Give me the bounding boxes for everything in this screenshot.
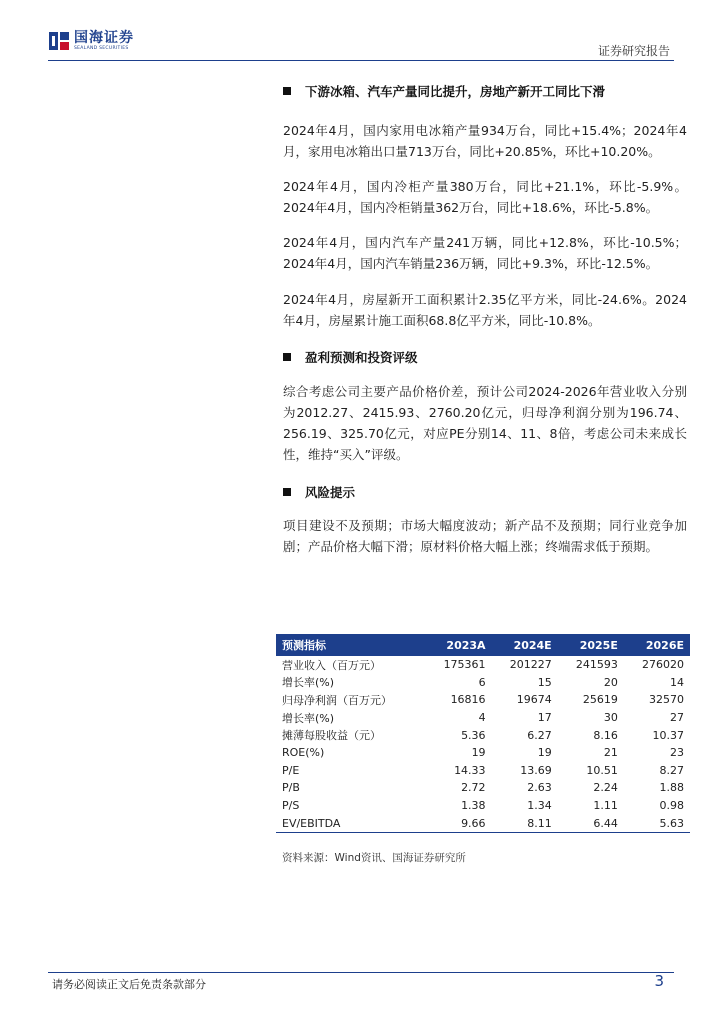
table-row bbox=[276, 691, 690, 709]
table-cell: 25619 bbox=[582, 693, 618, 707]
table-cell: 20 bbox=[603, 675, 618, 689]
table-cell: 19 bbox=[537, 746, 552, 760]
table-cell: 增长率(%) bbox=[282, 676, 335, 690]
bullet-square-icon bbox=[283, 87, 291, 95]
table-cell: 201227 bbox=[509, 658, 552, 672]
table-cell: 23 bbox=[670, 746, 684, 760]
table-header-cell: 2025E bbox=[558, 634, 624, 656]
table-cell: 9.66 bbox=[425, 814, 491, 832]
table-cell: P/E bbox=[282, 763, 300, 777]
table-row bbox=[276, 674, 690, 692]
section-title-risk bbox=[283, 483, 355, 501]
table-cell: 5.36 bbox=[461, 728, 486, 742]
page-number: 3 bbox=[654, 972, 664, 990]
table-cell: 15 bbox=[537, 675, 552, 689]
table-cell: 13.69 bbox=[520, 763, 552, 777]
table-cell: 增长率(%) bbox=[282, 711, 335, 725]
logo-icon bbox=[48, 30, 70, 52]
table-header-row bbox=[276, 634, 690, 656]
footer-disclaimer: 请务必阅读正文后免责条款部分 bbox=[52, 978, 206, 991]
section-title-text: 风险提示 bbox=[305, 485, 356, 500]
table-cell: 2.63 bbox=[527, 781, 552, 795]
table-cell: ROE(%) bbox=[282, 746, 325, 760]
table-header-cell: 预测指标 bbox=[276, 634, 425, 656]
table-cell: 19 bbox=[471, 746, 486, 760]
table-cell: 14 bbox=[670, 675, 684, 689]
table-cell: EV/EBITDA bbox=[276, 814, 425, 832]
table-cell: 4 bbox=[478, 711, 486, 725]
paragraph-auto: 2024年4月，国内汽车产量241万辆，同比+12.8%，环比-10.5%；2024年4月，国内汽车销量236万辆，同比+9.3%，环比-12.5%。 bbox=[283, 235, 687, 271]
paragraph-refrigerator: 2024年4月，国内家用电冰箱产量934万台，同比+15.4%；2024年4月，家用电冰箱出口量713万台，同比+20.85%，环比+10.20%。 bbox=[283, 123, 687, 159]
table-cell: 10.37 bbox=[652, 728, 684, 742]
table-cell: 175361 bbox=[443, 658, 486, 672]
section-title-forecast bbox=[283, 348, 418, 366]
table-cell: 1.88 bbox=[659, 781, 684, 795]
section-title-downstream bbox=[283, 82, 605, 100]
table-cell: 241593 bbox=[575, 658, 618, 672]
forecast-table bbox=[276, 634, 690, 833]
table-cell: 0.98 bbox=[659, 799, 684, 813]
table-cell: 10.51 bbox=[586, 763, 618, 777]
paragraph-risk: 项目建设不及预期；市场大幅度波动；新产品不及预期；同行业竞争加剧；产品价格大幅下滑；原材料价格大幅上涨；终端需求低于预期。 bbox=[283, 518, 687, 554]
table-source-note: 资料来源：Wind资讯、国海证券研究所 bbox=[282, 852, 466, 864]
table-row bbox=[276, 779, 690, 797]
table-cell: 17 bbox=[537, 711, 552, 725]
table-cell: 32570 bbox=[649, 693, 684, 707]
table-cell: 16816 bbox=[450, 693, 486, 707]
table-row bbox=[276, 814, 690, 832]
paragraph-freezer: 2024年4月，国内冷柜产量380万台，同比+21.1%，环比-5.9%。2024年4月，国内冷柜销量362万台，同比+18.6%，环比-5.8%。 bbox=[283, 179, 687, 215]
table-cell: 21 bbox=[603, 746, 618, 760]
bullet-square-icon bbox=[283, 488, 291, 496]
logo-name-cn: 国海证券 bbox=[74, 29, 134, 46]
table-cell: 2.72 bbox=[461, 781, 486, 795]
table-cell: 6.44 bbox=[558, 814, 624, 832]
bullet-square-icon bbox=[283, 353, 291, 361]
table-row bbox=[276, 797, 690, 815]
table-row bbox=[276, 656, 690, 674]
table-cell: 8.11 bbox=[492, 814, 558, 832]
logo-name-en: SEALAND SECURITIES bbox=[74, 45, 129, 51]
table-cell: 8.16 bbox=[593, 728, 618, 742]
table-cell: 6 bbox=[478, 675, 486, 689]
table-cell: P/B bbox=[282, 781, 300, 795]
table-header-cell: 2023A bbox=[425, 634, 491, 656]
table-cell: 1.38 bbox=[461, 799, 486, 813]
section-title-text: 下游冰箱、汽车产量同比提升，房地产新开工同比下滑 bbox=[305, 84, 606, 99]
table-row bbox=[276, 709, 690, 727]
table-cell: 1.34 bbox=[527, 799, 552, 813]
table-cell: 14.33 bbox=[454, 763, 486, 777]
table-cell: 1.11 bbox=[593, 799, 618, 813]
table-cell: 30 bbox=[603, 711, 618, 725]
footer-divider bbox=[48, 972, 674, 973]
table-header-cell: 2026E bbox=[624, 634, 690, 656]
table-row bbox=[276, 762, 690, 780]
table-cell: 5.63 bbox=[624, 814, 690, 832]
header-divider bbox=[48, 60, 674, 61]
table-cell: 6.27 bbox=[527, 728, 552, 742]
table-cell: 营业收入（百万元） bbox=[282, 658, 381, 672]
page-header bbox=[48, 28, 672, 62]
company-logo bbox=[48, 30, 134, 52]
table-cell: 19674 bbox=[516, 693, 552, 707]
table-cell: 27 bbox=[670, 711, 684, 725]
table-cell: 摊薄每股收益（元） bbox=[282, 729, 381, 743]
table-header-cell: 2024E bbox=[492, 634, 558, 656]
table-cell: P/S bbox=[282, 799, 300, 813]
table-cell: 8.27 bbox=[659, 763, 684, 777]
table-cell: 归母净利润（百万元） bbox=[282, 693, 392, 707]
table-row bbox=[276, 744, 690, 762]
report-type-label: 证券研究报告 bbox=[597, 44, 670, 58]
paragraph-forecast: 综合考虑公司主要产品价格价差，预计公司2024-2026年营业收入分别为2012.27、2415.93、2760.20亿元，归母净利润分别为196.74、256.19、325.70亿元，对应PE分别14、11、8倍，考虑公司未来成长性，维持“买入”评级。 bbox=[283, 384, 687, 462]
table-row bbox=[276, 726, 690, 744]
table-cell: 276020 bbox=[642, 658, 684, 672]
table-cell: 2.24 bbox=[593, 781, 618, 795]
paragraph-real-estate: 2024年4月，房屋新开工面积累计2.35亿平方米，同比-24.6%。2024年4月，房屋累计施工面积68.8亿平方米，同比-10.8%。 bbox=[283, 292, 687, 328]
section-title-text: 盈利预测和投资评级 bbox=[305, 350, 418, 365]
